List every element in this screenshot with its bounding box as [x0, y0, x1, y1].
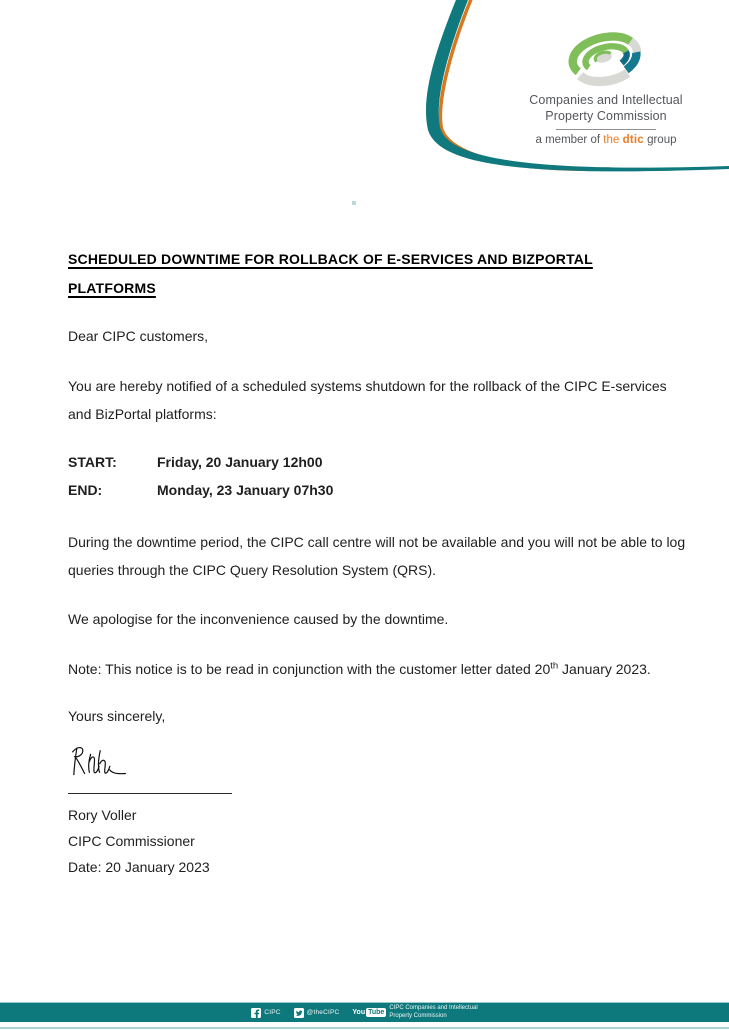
- member-prefix: a member of: [535, 134, 604, 146]
- member-the: the: [603, 134, 620, 146]
- note-suffix: January 2023.: [558, 661, 651, 677]
- small-artifact-dot: [352, 201, 356, 205]
- start-label: START:: [68, 454, 117, 470]
- end-label: END:: [68, 482, 103, 498]
- org-name: [520, 93, 692, 124]
- note-prefix: Note: This notice is to be read in conjunction with the customer letter dated 20: [68, 661, 551, 677]
- paragraph-apology: We apologise for the inconvenience caused by the downtime.: [68, 611, 449, 627]
- signatory-name: Rory Voller: [68, 807, 137, 823]
- signatory-block: [68, 802, 692, 880]
- org-name-line1: Companies and Intellectual: [529, 93, 683, 107]
- schedule-block: [68, 448, 692, 504]
- start-value: Friday, 20 January 12h00: [157, 454, 323, 470]
- bottom-edge-line: [0, 1027, 729, 1029]
- youtube-caption: [389, 1005, 477, 1020]
- facebook-icon: [251, 1008, 261, 1018]
- letter-content: [68, 245, 692, 880]
- member-suffix: group: [643, 134, 677, 146]
- youtube-icon: [352, 1008, 386, 1017]
- youtube-caption-line2: Property Commission: [389, 1012, 447, 1019]
- logo-divider: [556, 129, 656, 130]
- handwritten-signature-icon: [69, 739, 135, 784]
- twitter-icon: [294, 1008, 304, 1018]
- member-dtic: dtic: [619, 134, 644, 146]
- footer-twitter[interactable]: [294, 1008, 340, 1018]
- facebook-handle: CIPC: [264, 1009, 281, 1016]
- youtube-caption-line1: CIPC Companies and Intellectual: [389, 1005, 478, 1011]
- note-superscript: th: [550, 660, 559, 672]
- letter-date: Date: 20 January 2023: [68, 859, 210, 875]
- closing: Yours sincerely,: [68, 708, 166, 724]
- twitter-handle: @theCIPC: [306, 1009, 340, 1016]
- paragraph-downtime: During the downtime period, the CIPC call centre will not be available and you will not be able to log queries through the CIPC Query Resolution System (QRS).: [68, 534, 686, 578]
- cipc-logo-block: [520, 26, 692, 146]
- footer-bar: [0, 1002, 729, 1022]
- letter-heading: [68, 245, 692, 303]
- paragraph-note: [68, 655, 692, 683]
- paragraph-intro: You are hereby notified of a scheduled systems shutdown for the rollback of the CIPC E-services and BizPortal platforms:: [68, 378, 667, 422]
- org-name-line2: Property Commission: [545, 108, 667, 123]
- end-value: Monday, 23 January 07h30: [157, 482, 334, 498]
- salutation: Dear CIPC customers,: [68, 328, 209, 344]
- heading-line1: SCHEDULED DOWNTIME FOR ROLLBACK OF E-SERVICES AND BIZPORTAL: [68, 251, 593, 267]
- signatory-title: CIPC Commissioner: [68, 833, 195, 849]
- heading-line2: PLATFORMS: [68, 280, 156, 296]
- youtube-wordmark-you: You: [352, 1009, 366, 1016]
- cipc-swirl-logo-icon: [564, 26, 648, 92]
- dtic-member-line: [520, 134, 692, 146]
- youtube-wordmark-tube: Tube: [368, 1009, 385, 1016]
- signature-line: [68, 793, 232, 794]
- footer-youtube[interactable]: [352, 1005, 477, 1020]
- footer-facebook[interactable]: [251, 1008, 280, 1018]
